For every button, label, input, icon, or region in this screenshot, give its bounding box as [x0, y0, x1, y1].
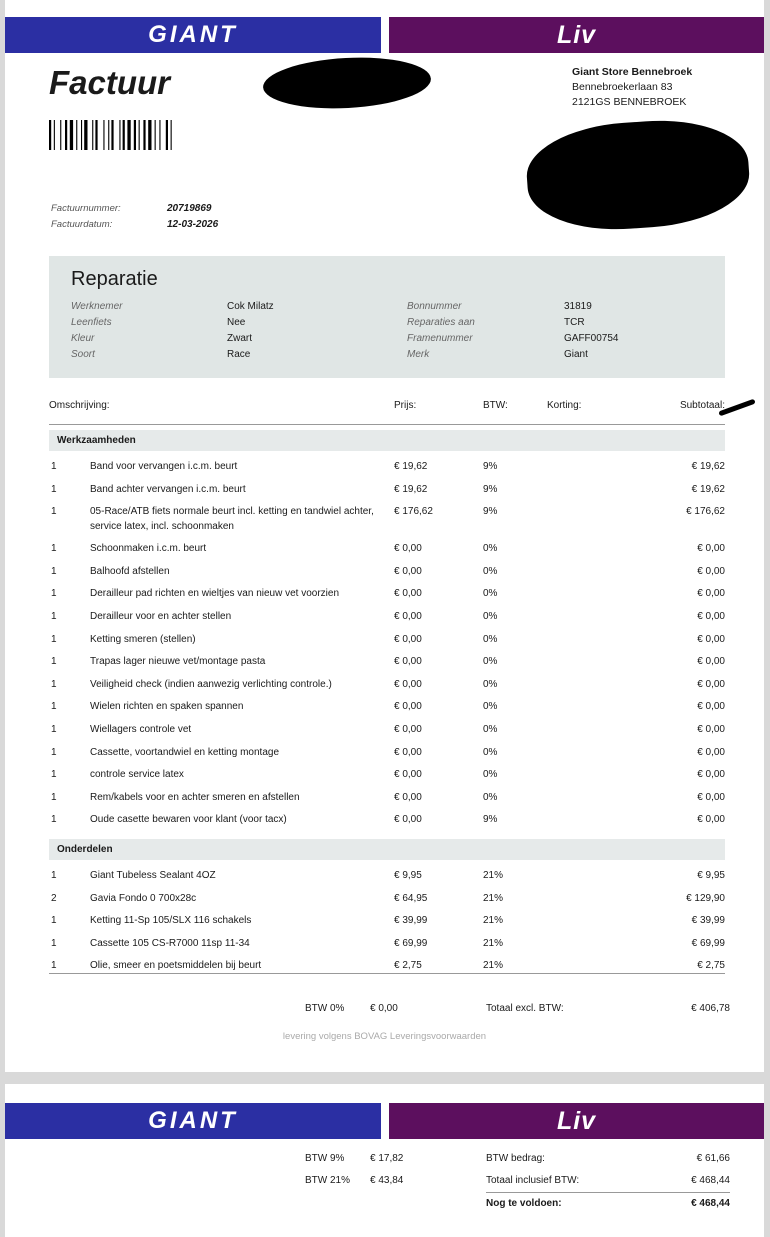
row-vat: 21% [483, 937, 504, 949]
row-subtotal: € 0,00 [697, 701, 725, 713]
row-subtotal: € 0,00 [697, 633, 725, 645]
row-vat: 0% [483, 791, 498, 803]
row-price: € 0,00 [394, 543, 422, 555]
vat0-value: € 0,00 [370, 1003, 398, 1014]
store-city: 2121GS BENNEBROEK [572, 96, 687, 108]
repair-label: Reparaties aan [407, 317, 475, 328]
row-subtotal: € 0,00 [697, 611, 725, 622]
row-qty: 1 [51, 791, 57, 803]
giant-logo-panel-2 [5, 1103, 381, 1139]
section-header [49, 839, 725, 860]
barcode [49, 120, 209, 150]
row-description: Schoonmaken i.c.m. beurt [90, 543, 207, 555]
barcode-bar [159, 120, 160, 150]
giant-logo-2: GIANT [148, 1107, 238, 1134]
row-vat: 0% [483, 724, 498, 735]
amount-due-value: € 468,44 [691, 1198, 730, 1209]
row-description: Ketting smeren (stellen) [90, 633, 196, 645]
invoice-date: 12-03-2026 [167, 219, 219, 230]
row-vat: 0% [483, 656, 498, 668]
row-qty: 1 [51, 960, 57, 972]
row-vat: 9% [483, 506, 498, 518]
repair-row [49, 333, 725, 348]
row-description: Derailleur pad richten en wieltjes van nieuw vet voorzien [90, 588, 340, 600]
invoice-page-1 [5, 0, 764, 1072]
barcode-bar [76, 120, 77, 150]
row-subtotal: € 0,00 [697, 746, 725, 758]
row-description: Trapas lager nieuwe vet/montage pasta [90, 656, 266, 668]
row-subtotal: € 0,00 [697, 543, 725, 555]
row-description: Balhoofd afstellen [90, 565, 170, 577]
repair-row [49, 317, 725, 332]
row-vat: 9% [483, 483, 498, 495]
row-qty: 1 [51, 633, 57, 645]
repair-label: Framenummer [407, 333, 473, 344]
liv-logo-panel-2 [389, 1103, 764, 1139]
store-street: Bennebroekerlaan 83 [572, 81, 673, 93]
row-description: 05-Race/ATB fiets normale beurt incl. ketting en tandwiel achter, service latex, incl. schoonmaken [90, 506, 374, 533]
row-subtotal: € 0,00 [697, 588, 725, 600]
vat0-label: BTW 0% [305, 1003, 345, 1014]
barcode-bar [92, 120, 93, 150]
row-description: Derailleur voor en achter stellen [90, 611, 232, 622]
store-name: Giant Store Bennebroek [572, 66, 693, 78]
liv-logo: Liv [556, 20, 597, 49]
repair-label: Merk [407, 349, 430, 360]
row-vat: 0% [483, 746, 498, 758]
row-qty: 1 [51, 915, 57, 927]
repair-value: Nee [227, 317, 246, 328]
barcode-bar [171, 120, 172, 150]
barcode-bar [139, 120, 140, 150]
repair-label: Bonnummer [407, 301, 462, 312]
row-vat: 0% [483, 633, 498, 645]
total-excl-value: € 406,78 [691, 1003, 730, 1014]
redaction-scribble [262, 54, 432, 113]
row-qty: 1 [51, 814, 57, 826]
row-description: Ketting 11-Sp 105/SLX 116 schakels [90, 915, 252, 927]
row-description: Wiellagers controle vet [90, 724, 192, 735]
row-description: Rem/kabels voor en achter smeren en afstellen [90, 791, 300, 803]
row-description: Band achter vervangen i.c.m. beurt [90, 483, 246, 495]
barcode-bar [111, 120, 113, 150]
row-vat: 21% [483, 915, 504, 927]
row-vat: 9% [483, 461, 498, 472]
row-subtotal: € 19,62 [691, 461, 725, 472]
row-price: € 0,00 [394, 791, 422, 803]
row-subtotal: € 0,00 [697, 724, 725, 735]
row-description: Oude casette bewaren voor klant (voor tacx) [90, 814, 287, 826]
row-vat: 0% [483, 701, 498, 713]
vat9-label: BTW 9% [305, 1153, 345, 1164]
row-price: € 69,99 [394, 937, 428, 949]
barcode-bar [103, 120, 104, 150]
giant-logo-panel [5, 17, 381, 53]
row-description: Veiligheid check (indien aanwezig verlichting controle.) [90, 678, 332, 690]
barcode-bar [166, 120, 168, 150]
row-price: € 0,00 [394, 724, 422, 735]
row-vat: 9% [483, 814, 498, 826]
row-price: € 0,00 [394, 656, 422, 668]
row-price: € 19,62 [394, 461, 428, 472]
row-vat: 0% [483, 565, 498, 577]
row-price: € 0,00 [394, 769, 422, 781]
row-qty: 1 [51, 506, 57, 518]
row-vat: 0% [483, 769, 498, 781]
row-vat: 21% [483, 892, 504, 904]
row-price: € 0,00 [394, 701, 422, 713]
section-header [49, 430, 725, 451]
repair-value: Zwart [227, 333, 252, 344]
repair-label: Soort [71, 349, 95, 360]
row-description: controle service latex [90, 769, 184, 781]
barcode-bar [108, 120, 109, 150]
invoice-title: Factuur [49, 64, 171, 101]
row-qty: 1 [51, 870, 57, 881]
row-price: € 64,95 [394, 892, 428, 904]
row-subtotal: € 0,00 [697, 791, 725, 803]
repair-row [49, 301, 725, 316]
row-qty: 1 [51, 937, 57, 949]
barcode-bar [84, 120, 87, 150]
row-subtotal: € 19,62 [691, 483, 725, 495]
row-subtotal: € 0,00 [697, 656, 725, 668]
row-description: Band voor vervangen i.c.m. beurt [90, 461, 238, 472]
barcode-bar [143, 120, 145, 150]
invoice-page-2 [5, 1084, 764, 1237]
row-subtotal: € 0,00 [697, 678, 725, 690]
barcode-bar [127, 120, 130, 150]
repair-value: Giant [564, 349, 588, 360]
row-qty: 2 [51, 892, 57, 904]
barcode-bar [134, 120, 136, 150]
row-price: € 0,00 [394, 814, 422, 826]
row-qty: 1 [51, 656, 57, 668]
col-price: Prijs: [394, 400, 417, 411]
col-description: Omschrijving: [49, 400, 110, 411]
barcode-bar [119, 120, 120, 150]
row-subtotal: € 0,00 [697, 565, 725, 577]
table-header [49, 400, 725, 425]
row-subtotal: € 69,99 [691, 937, 725, 949]
barcode-bar [54, 120, 55, 150]
row-description: Olie, smeer en poetsmiddelen bij beurt [90, 960, 262, 972]
col-discount: Korting: [547, 400, 582, 411]
vat9-value: € 17,82 [370, 1153, 404, 1164]
row-price: € 176,62 [394, 506, 433, 518]
row-subtotal: € 0,00 [697, 814, 725, 826]
row-subtotal: € 2,75 [697, 960, 725, 972]
row-description: Cassette, voortandwiel en ketting montage [90, 746, 279, 758]
barcode-bar [155, 120, 156, 150]
repair-value: TCR [564, 317, 585, 328]
invoice-number: 20719869 [167, 203, 212, 214]
row-price: € 0,00 [394, 633, 422, 645]
liv-logo-2: Liv [556, 1106, 597, 1135]
row-qty: 1 [51, 461, 57, 472]
row-vat: 0% [483, 543, 498, 555]
brand-banner [5, 17, 764, 53]
invoice-number-label: Factuurnummer: [51, 203, 121, 214]
repair-label: Kleur [71, 333, 95, 344]
invoice-date-label: Factuurdatum: [51, 219, 113, 230]
row-vat: 0% [483, 678, 498, 690]
row-description: Giant Tubeless Sealant 4OZ [90, 870, 216, 881]
brand-banner-2 [5, 1103, 764, 1139]
total-incl-label: Totaal inclusief BTW: [486, 1175, 580, 1186]
liv-logo-panel [389, 17, 764, 53]
vat21-value: € 43,84 [370, 1175, 404, 1186]
barcode-bar [70, 120, 73, 150]
col-subtotal: Subtotaal: [679, 400, 725, 411]
repair-value: Race [227, 349, 251, 360]
table-end-line [49, 973, 725, 974]
row-price: € 0,00 [394, 588, 422, 600]
row-vat: 0% [483, 611, 498, 622]
vat-amount-label: BTW bedrag: [486, 1153, 545, 1164]
row-qty: 1 [51, 678, 57, 690]
barcode-bar [123, 120, 125, 150]
row-qty: 1 [51, 724, 57, 735]
row-subtotal: € 129,90 [686, 892, 725, 904]
row-qty: 1 [51, 611, 57, 622]
row-qty: 1 [51, 483, 57, 495]
repair-value: GAFF00754 [564, 333, 619, 344]
vat-amount-value: € 61,66 [696, 1153, 730, 1164]
barcode-bar [65, 120, 67, 150]
repair-label: Leenfiets [71, 317, 112, 328]
row-price: € 0,00 [394, 565, 422, 577]
col-vat: BTW: [483, 400, 508, 411]
row-vat: 0% [483, 588, 498, 600]
row-vat: 21% [483, 870, 504, 881]
footer-note: levering volgens BOVAG Leveringsvoorwaarden [282, 1031, 487, 1042]
section-title: Werkzaamheden [57, 435, 136, 446]
row-qty: 1 [51, 588, 57, 600]
total-incl-value: € 468,44 [691, 1175, 730, 1186]
barcode-bar [49, 120, 51, 150]
repair-label: Werknemer [71, 301, 123, 312]
repair-value: Cok Milatz [227, 301, 274, 312]
row-qty: 1 [51, 565, 57, 577]
row-qty: 1 [51, 746, 57, 758]
row-price: € 39,99 [394, 915, 428, 927]
row-qty: 1 [51, 701, 57, 713]
row-price: € 0,00 [394, 746, 422, 758]
row-subtotal: € 39,99 [691, 915, 725, 927]
row-description: Gavia Fondo 0 700x28c [90, 892, 197, 904]
row-subtotal: € 9,95 [697, 870, 725, 881]
totals-divider [486, 1192, 730, 1193]
redaction-scribble-address [524, 114, 753, 235]
barcode-bar [95, 120, 97, 150]
repair-panel [49, 256, 725, 378]
barcode-bar [81, 120, 82, 150]
row-price: € 9,95 [394, 870, 422, 881]
row-qty: 1 [51, 769, 57, 781]
section-title: Onderdelen [57, 844, 113, 855]
row-qty: 1 [51, 543, 57, 555]
row-price: € 0,00 [394, 678, 422, 690]
row-price: € 2,75 [394, 960, 422, 972]
repair-title: Reparatie [71, 268, 158, 290]
store-address [572, 65, 692, 110]
barcode-bar [60, 120, 61, 150]
total-excl-label: Totaal excl. BTW: [486, 1003, 564, 1014]
vat21-label: BTW 21% [305, 1175, 351, 1186]
row-price: € 19,62 [394, 483, 428, 495]
row-subtotal: € 0,00 [697, 769, 725, 781]
row-description: Cassette 105 CS-R7000 11sp 11-34 [90, 937, 250, 949]
row-price: € 0,00 [394, 611, 422, 622]
row-description: Wielen richten en spaken spannen [90, 701, 244, 713]
barcode-bar [148, 120, 151, 150]
row-subtotal: € 176,62 [686, 506, 725, 518]
repair-value: 31819 [564, 301, 592, 312]
amount-due-label: Nog te voldoen: [486, 1198, 562, 1209]
row-vat: 21% [483, 960, 504, 972]
repair-row [49, 349, 725, 364]
giant-logo: GIANT [148, 21, 238, 48]
